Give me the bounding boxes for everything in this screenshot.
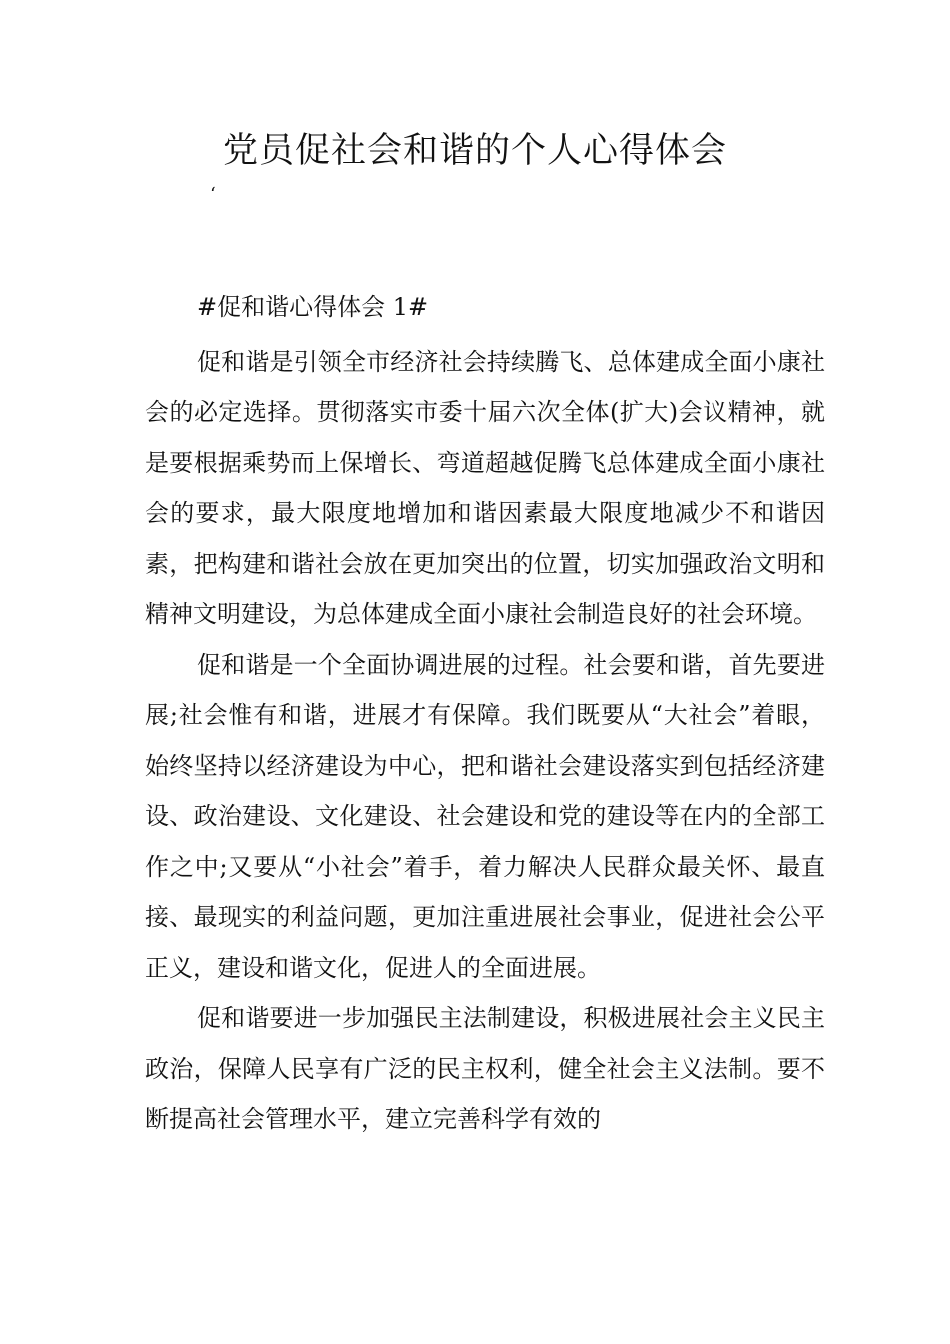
document-title: 党员促社会和谐的个人心得体会 [222, 131, 727, 171]
stray-quote-mark: ‘ [210, 184, 216, 205]
section-heading: #促和谐心得体会 1# [197, 293, 429, 321]
body-paragraph: 促和谐是引领全市经济社会持续腾飞、总体建成全面小康社会的必定选择。贯彻落实市委十届六次全体(扩大)会议精神，就是要根据乘势而上保增长、弯道超越促腾飞总体建成全面小康社会的要求，最大限度地增加和谐因素最大限度地减少不和谐因素，把构建和谐社会放在更加突出的位置，切实加强政治文明和精神文明建设，为总体建成全面小康社会制造良好的社会环境。 [145, 347, 825, 628]
body-paragraph: 促和谐要进一步加强民主法制建设，积极进展社会主义民主政治，保障人民享有广泛的民主权利，健全社会主义法制。要不断提高社会管理水平，建立完善科学有效的 [145, 1004, 825, 1133]
document-body [145, 282, 825, 1145]
body-paragraph: 促和谐是一个全面协调进展的过程。社会要和谐，首先要进展;社会惟有和谐，进展才有保障。我们既要从“大社会”着眼，始终坚持以经济建设为中心，把和谐社会建设落实到包括经济建设、政治建设、文化建设、社会建设和党的建设等在内的全部工作之中;又要从“小社会”着手，着力解决人民群众最关怀、最直接、最现实的利益问题，更加注重进展社会事业，促进社会公平正义，建设和谐文化，促进人的全面进展。 [145, 650, 825, 982]
